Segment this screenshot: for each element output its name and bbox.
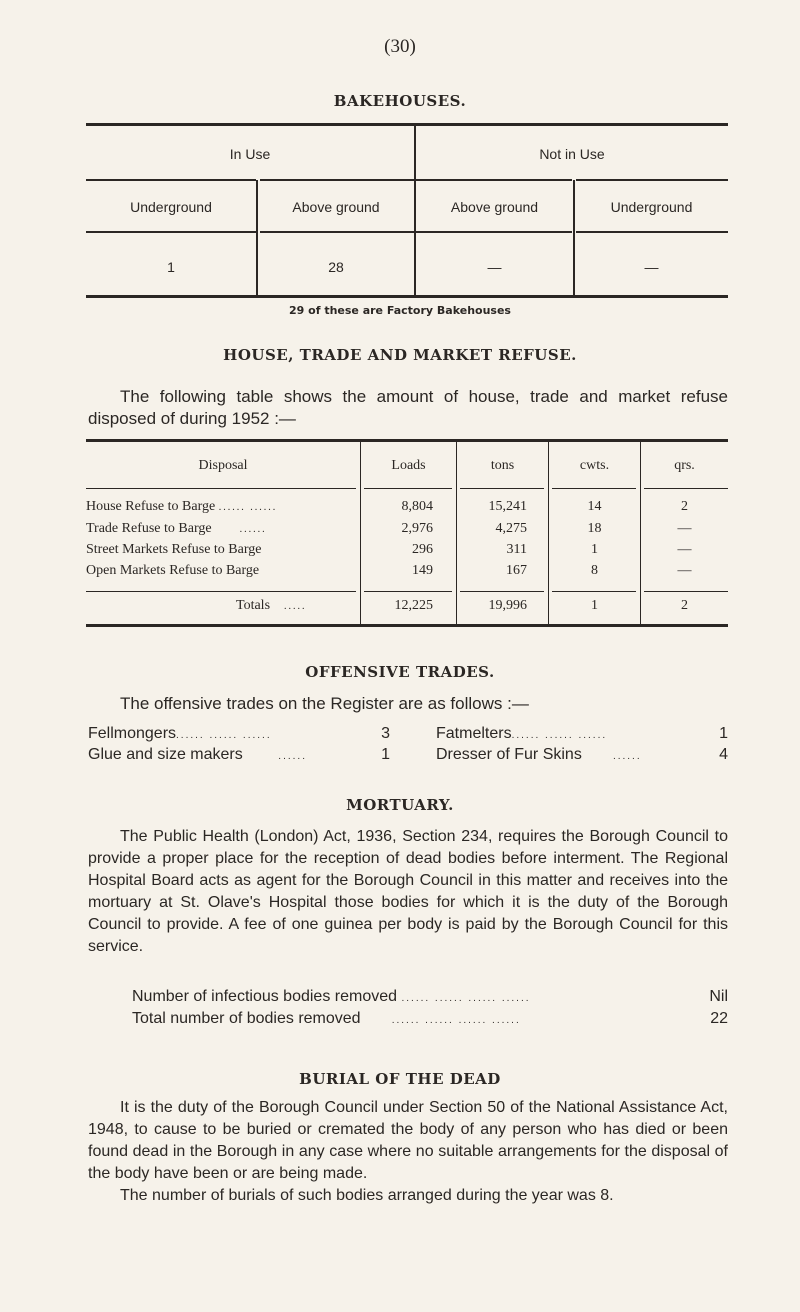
list-value: 4 [719,746,728,763]
burial-heading: BURIAL OF THE DEAD [299,1070,501,1088]
header-tons: tons [490,458,515,473]
header-rule [552,488,636,489]
cell-loads: 296 [412,542,433,557]
cell-qrs: — [677,542,692,557]
totals-label: Totals [236,598,271,613]
totals-rule [364,591,452,592]
cell-qrs: — [677,521,692,536]
table-bottom-rule [86,295,728,298]
total-bodies-value: 22 [710,1010,728,1027]
subheader-rule [576,179,728,181]
group-in-use: In Use [229,146,271,162]
leader-dots: ...... [278,751,307,762]
list-item: Fatmelters...... ...... ...... [436,725,608,742]
col-above-in-use: Above ground [292,199,380,215]
row-label: Trade Refuse to Barge [86,521,212,536]
value-underground-not-in-use: — [644,259,659,275]
table-top-rule [86,123,728,126]
total-bodies-line: Total number of bodies removed ...... ...... ...... ...... [132,1010,521,1027]
leader-dots: ...... ...... ...... ...... [391,1015,521,1026]
cell-cwts: 1 [591,598,598,613]
header-loads: Loads [391,458,426,473]
page-number: (30) [384,36,416,57]
table-top-rule [86,439,728,442]
subheader-rule [260,179,414,181]
offensive-intro: The offensive trades on the Register are as follows :— [120,694,529,713]
cell-tons: 19,996 [488,598,527,613]
subheader-rule [86,179,256,181]
refuse-intro: The following table shows the amount of house, trade and market refuse disposed of during 1952 :— [88,387,728,428]
totals-rule [460,591,544,592]
infectious-bodies-line: Number of infectious bodies removed ...... ...... ...... ...... [132,988,531,1005]
leader-dots: ...... ...... ...... [511,730,608,741]
refuse-heading: HOUSE, TRADE AND MARKET REFUSE. [223,346,577,364]
totals-rule [86,591,356,592]
cell-loads: 2,976 [401,521,433,536]
offensive-heading: OFFENSIVE TRADES. [305,663,495,681]
col-divider [256,180,258,296]
cell-loads: 12,225 [394,598,433,613]
table-bottom-rule [86,624,728,627]
bakehouses-note: 29 of these are Factory Bakehouses [289,304,511,317]
mortuary-heading: MORTUARY. [346,796,454,814]
col-underground-not-in-use: Underground [610,199,693,215]
header-rule [460,488,544,489]
col-underground-in-use: Underground [130,199,212,215]
cell-cwts: 14 [587,499,602,514]
cell-qrs: 2 [681,499,688,514]
cell-qrs: — [677,563,692,578]
col-divider [573,180,575,296]
cell-tons: 4,275 [495,521,527,536]
value-above-in-use: 28 [328,259,344,275]
header-cwts: cwts. [579,458,610,473]
list-value: 1 [381,746,390,763]
cell-loads: 149 [412,563,433,578]
row-label: Street Markets Refuse to Barge [86,542,262,557]
leader-dots: ...... ...... ...... ...... [401,993,531,1004]
list-item: Fellmongers...... ...... ...... [88,725,272,742]
header-bottom-rule [576,231,728,233]
header-rule [86,488,356,489]
header-disposal: Disposal [198,458,248,473]
cell-tons: 167 [506,563,527,578]
row-label: House Refuse to Barge [86,499,216,514]
totals-rule [644,591,728,592]
header-bottom-rule [86,231,256,233]
header-rule [644,488,728,489]
leader-dots: ...... [612,751,642,762]
list-value: 3 [381,725,390,742]
mortuary-text: The Public Health (London) Act, 1936, Section 234, requires the Borough Council to provide a proper place for the reception of dead bodies before interment. The Regional Hospital Board acts as agent for the Borough Council in this matter and receives into the mortuary at St. Olave's Hospital those bodies for which it is the duty of the Borough Council to provide. A fee of one guinea per body is paid by the Borough Council for this service. [88,828,728,955]
cell-qrs: 2 [681,598,688,613]
subheader-rule [416,179,572,181]
cell-tons: 15,241 [488,499,527,514]
header-rule [364,488,452,489]
cell-tons: 311 [506,542,527,557]
cell-cwts: 1 [591,542,598,557]
totals-rule [552,591,636,592]
header-bottom-rule [260,231,414,233]
col-above-not-in-use: Above ground [450,199,539,215]
list-item: Dresser of Fur Skins ...... [436,746,642,763]
bakehouses-heading: BAKEHOUSES. [333,92,467,110]
value-above-not-in-use: — [487,259,502,275]
infectious-bodies-value: Nil [709,988,728,1005]
group-not-in-use: Not in Use [539,146,605,162]
cell-cwts: 8 [591,563,598,578]
burial-text [88,1097,728,1207]
list-item: Glue and size makers ...... [88,746,307,763]
header-qrs: qrs. [674,458,695,473]
burial-para-2: The number of burials of such bodies arranged during the year was 8. [120,1187,614,1204]
leader-dots: ...... [239,524,267,535]
cell-cwts: 18 [587,521,602,536]
leader-dots: ...... ...... ...... [176,730,272,741]
list-value: 1 [719,725,728,742]
header-bottom-rule [416,231,572,233]
leader-dots: ..... [284,601,307,612]
cell-loads: 8,804 [401,499,433,514]
value-underground-in-use: 1 [167,259,175,275]
row-label: Open Markets Refuse to Barge [86,563,260,578]
leader-dots: ...... ...... [218,502,278,513]
burial-para-1: It is the duty of the Borough Council under Section 50 of the National Assistance Act, 1948, to cause to be buried or cremated the body of any person who has died or been found dead in the Borough in any case where no suitable arrangements for the disposal of the body have been or are being made. [88,1099,728,1182]
